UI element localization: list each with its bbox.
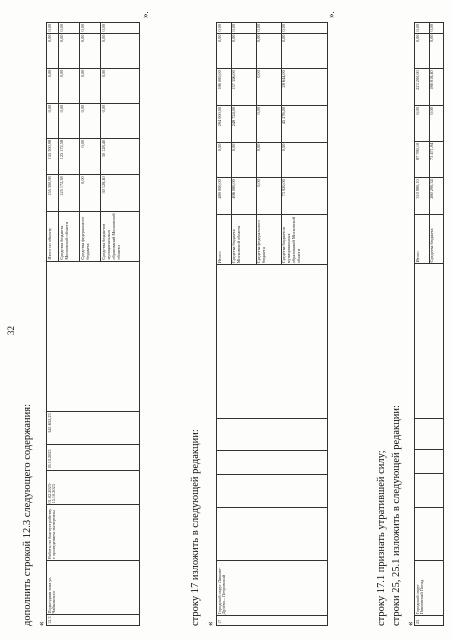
fin-value: 0,00	[101, 33, 140, 68]
fin-value: 223 200,00	[415, 69, 430, 106]
fin-label: Средства бюджетов муниципальных образований Московской области	[101, 211, 140, 261]
fin-value: 0,00	[415, 23, 430, 34]
row-number: 17	[217, 616, 328, 626]
fin-value: 45 276,00	[281, 105, 327, 142]
fin-value: 0,00	[80, 33, 101, 68]
section1-fin-row-0	[47, 23, 59, 626]
page-number: 32	[6, 326, 16, 335]
section2-open-quote: «	[205, 621, 215, 626]
section1-intro: дополнить строкой 12.3 следующего содержания:	[22, 403, 33, 626]
fin-value: 155 300,98	[47, 138, 59, 174]
works-period: 01.02.2023-15.10.2023	[47, 470, 140, 505]
fin-value: 125 172,58	[59, 138, 80, 174]
fin-value: 30 128,40	[101, 175, 140, 211]
empty-cell	[47, 261, 140, 412]
section3-line2: строки 25, 25.1 изложить в следующей редакции:	[391, 405, 402, 626]
fin-value: 0,00	[80, 175, 101, 211]
fin-value: 0,00	[281, 33, 327, 69]
empty-cell	[415, 418, 444, 449]
empty-cell	[217, 419, 328, 450]
fin-value: 0,00	[217, 142, 232, 178]
section1-close-quote: ».	[140, 11, 150, 18]
row-number: 25	[415, 616, 444, 626]
fin-value: 0,00	[80, 103, 101, 138]
fin-value: 294 000,00	[217, 105, 232, 142]
fin-value: 0,00	[256, 105, 281, 142]
fin-value: 0,00	[256, 33, 281, 69]
fin-value: 0,00	[281, 142, 327, 178]
object-name: Городской округ Ликино-Дулёво... Петровский	[217, 561, 328, 616]
object-name: Городской округ Павловский Посад	[415, 560, 444, 615]
section2-close-quote: ».	[326, 11, 336, 18]
fin-value: 157 356,00	[231, 69, 256, 106]
fin-value: 0,00	[231, 33, 256, 69]
section3-line1: строку 17.1 признать утратившей силу;	[376, 450, 387, 626]
fin-value: 0,00	[231, 142, 256, 178]
fin-value: 248 724,00	[231, 105, 256, 142]
fin-label: Средства бюджета	[429, 215, 444, 264]
empty-cell	[217, 265, 328, 419]
empty-cell	[415, 507, 444, 560]
fin-value: 406 080,00	[231, 178, 256, 215]
fin-value: 0,00	[47, 23, 59, 34]
fin-value: 0,00	[429, 106, 444, 142]
empty-cell	[217, 450, 328, 474]
fin-label: Средства бюджетов муниципальных образований Московской области	[281, 214, 327, 264]
fin-value: 186 000,00	[217, 69, 232, 106]
section2-fin-row-0	[217, 23, 232, 626]
fin-value: 0,00	[59, 68, 80, 103]
fin-value: 0,00	[217, 33, 232, 69]
fin-value: 0,00	[281, 23, 327, 34]
section3-table	[414, 22, 444, 626]
fin-value: 0,00	[101, 23, 140, 34]
fin-label: Итого	[415, 215, 430, 264]
fin-value: 0,00	[80, 138, 101, 174]
fin-value: 125 172,58	[59, 175, 80, 211]
empty-cell	[415, 474, 444, 507]
fin-label: Средства федерального бюджета	[256, 214, 281, 264]
fin-value: 87 780,10	[415, 141, 430, 178]
section3-fin-row-0	[415, 23, 430, 626]
fin-value: 0,00	[429, 33, 444, 69]
fin-value: 0,00	[80, 23, 101, 34]
empty-cell	[415, 264, 444, 418]
fin-label: Средства бюджета Московской области	[231, 214, 256, 264]
fin-value: 0,00	[47, 68, 59, 103]
fin-value: 260 290,34	[429, 178, 444, 215]
empty-cell	[217, 507, 328, 560]
fin-value: 0,00	[80, 68, 101, 103]
fin-value: 480 000,00	[217, 178, 232, 215]
fin-value: 0,00	[429, 23, 444, 34]
section3-open-quote: «	[405, 621, 415, 626]
empty-cell	[415, 450, 444, 474]
fin-value: 0,00	[256, 69, 281, 106]
object-cost: 341 652,23	[47, 412, 140, 445]
section1-open-quote: «	[36, 621, 46, 626]
fin-value: 0,00	[59, 103, 80, 138]
fin-value: 0,00	[415, 33, 430, 69]
fin-value: 0,00	[47, 33, 59, 68]
fin-value: 0,00	[101, 68, 140, 103]
fin-value: 0,00	[415, 106, 430, 142]
section2-table	[216, 22, 328, 626]
fin-value: 0,00	[256, 178, 281, 215]
row-number: 12.3	[47, 615, 140, 626]
fin-value: 0,00	[59, 33, 80, 68]
fin-value: 0,00	[256, 23, 281, 34]
fin-label: Итого:	[217, 214, 232, 264]
fin-value: 0,00	[59, 23, 80, 34]
commission-date: 18.10.2023	[47, 445, 140, 471]
fin-value: 73 920,00	[281, 178, 327, 215]
empty-cell	[217, 474, 328, 507]
fin-value: 310 980,10	[415, 178, 430, 215]
works-description: Работы по благоустройству с проведением экспертизы	[47, 505, 140, 560]
fin-value: 30 128,40	[101, 138, 140, 174]
fin-value: 28 644,00	[281, 69, 327, 106]
fin-label: Средства бюджета Московской области	[59, 211, 80, 261]
fin-value: 186 818,40	[429, 69, 444, 106]
section1-table	[46, 22, 140, 626]
fin-value: 0,00	[101, 103, 140, 138]
fin-value: 0,00	[256, 142, 281, 178]
fin-label: Итого по объекту	[47, 211, 59, 261]
fin-value: 0,00	[47, 103, 59, 138]
object-name: Подъездная зона ул. Чайковского	[47, 560, 140, 615]
fin-value: 0,00	[231, 23, 256, 34]
fin-label: Средства федерального бюджета	[80, 211, 101, 261]
fin-value: 73 471,94	[429, 141, 444, 178]
fin-value: 155 300,98	[47, 175, 59, 211]
section2-intro: строку 17 изложить в следующей редакции:	[190, 429, 201, 626]
fin-value: 0,00	[217, 23, 232, 34]
